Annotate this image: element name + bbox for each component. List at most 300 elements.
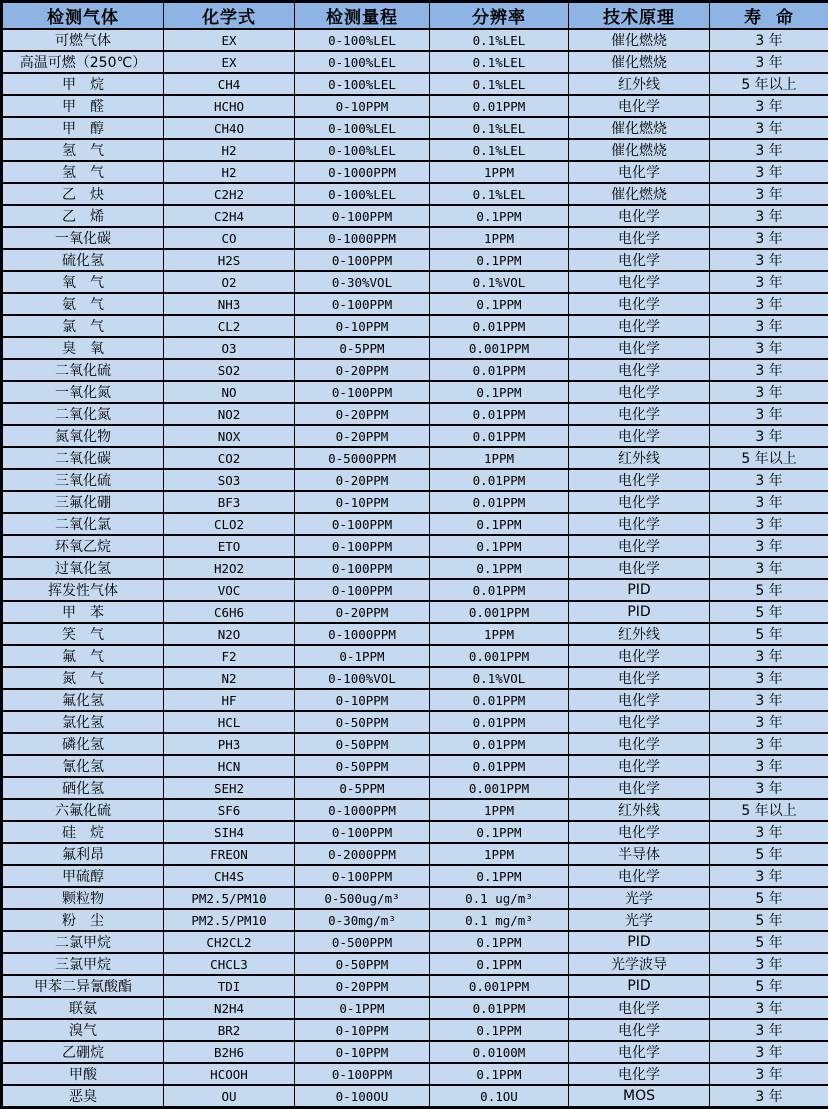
- gas-name-cell: 氟化氢: [2, 689, 164, 711]
- lifespan-cell: 3 年: [710, 821, 828, 843]
- table-row: [2, 799, 828, 821]
- resolution-cell: 1PPM: [430, 623, 569, 645]
- chemical-formula-cell: ETO: [164, 535, 295, 557]
- gas-name-cell: 六氟化硫: [2, 799, 164, 821]
- table-row: [2, 953, 828, 975]
- detection-range-cell: 0-50PPM: [295, 953, 430, 975]
- technology-principle-cell: 电化学: [569, 667, 710, 689]
- table-row: [2, 557, 828, 579]
- chemical-formula-cell: N2H4: [164, 997, 295, 1019]
- gas-name-cell: 甲苯二异氰酸酯: [2, 975, 164, 997]
- table-row: [2, 623, 828, 645]
- chemical-formula-cell: PM2.5/PM10: [164, 909, 295, 931]
- gas-name-cell: 硫化氢: [2, 249, 164, 271]
- lifespan-cell: 3 年: [710, 777, 828, 799]
- lifespan-cell: 3 年: [710, 1019, 828, 1041]
- resolution-cell: 0.001PPM: [430, 645, 569, 667]
- chemical-formula-cell: CH4S: [164, 865, 295, 887]
- chemical-formula-cell: O3: [164, 337, 295, 359]
- resolution-cell: 0.1PPM: [430, 1019, 569, 1041]
- technology-principle-cell: 红外线: [569, 623, 710, 645]
- detection-range-cell: 0-20PPM: [295, 469, 430, 491]
- lifespan-cell: 5 年: [710, 579, 828, 601]
- table-row: [2, 337, 828, 359]
- gas-name-cell: 硒化氢: [2, 777, 164, 799]
- resolution-cell: 0.1%LEL: [430, 73, 569, 95]
- col-header-resolution: 分辨率: [430, 2, 569, 30]
- header-row: [2, 2, 828, 30]
- technology-principle-cell: 电化学: [569, 227, 710, 249]
- lifespan-cell: 3 年: [710, 249, 828, 271]
- chemical-formula-cell: CO: [164, 227, 295, 249]
- lifespan-cell: 5 年: [710, 909, 828, 931]
- technology-principle-cell: 红外线: [569, 799, 710, 821]
- chemical-formula-cell: N2: [164, 667, 295, 689]
- resolution-cell: 0.1%LEL: [430, 29, 569, 51]
- lifespan-cell: 3 年: [710, 997, 828, 1019]
- chemical-formula-cell: H2S: [164, 249, 295, 271]
- gas-name-cell: 恶臭: [2, 1085, 164, 1108]
- gas-name-cell: 氰化氢: [2, 755, 164, 777]
- resolution-cell: 0.1 mg/m³: [430, 909, 569, 931]
- lifespan-cell: 3 年: [710, 1041, 828, 1063]
- table-row: [2, 117, 828, 139]
- table-row: [2, 381, 828, 403]
- detection-range-cell: 0-50PPM: [295, 711, 430, 733]
- technology-principle-cell: MOS: [569, 1085, 710, 1108]
- lifespan-cell: 5 年以上: [710, 447, 828, 469]
- table-row: [2, 667, 828, 689]
- detection-range-cell: 0-50PPM: [295, 733, 430, 755]
- table-row: [2, 821, 828, 843]
- technology-principle-cell: 电化学: [569, 689, 710, 711]
- chemical-formula-cell: CL2: [164, 315, 295, 337]
- lifespan-cell: 3 年: [710, 667, 828, 689]
- technology-principle-cell: 电化学: [569, 381, 710, 403]
- table-row: [2, 205, 828, 227]
- resolution-cell: 0.1PPM: [430, 1063, 569, 1085]
- detection-range-cell: 0-50PPM: [295, 755, 430, 777]
- table-row: [2, 1085, 828, 1108]
- table-row: [2, 315, 828, 337]
- lifespan-cell: 5 年: [710, 931, 828, 953]
- detection-range-cell: 0-20PPM: [295, 425, 430, 447]
- detection-range-cell: 0-100PPM: [295, 557, 430, 579]
- gas-name-cell: 氢 气: [2, 161, 164, 183]
- technology-principle-cell: 电化学: [569, 403, 710, 425]
- chemical-formula-cell: CH2CL2: [164, 931, 295, 953]
- detection-range-cell: 0-5PPM: [295, 337, 430, 359]
- chemical-formula-cell: PH3: [164, 733, 295, 755]
- detection-range-cell: 0-1PPM: [295, 997, 430, 1019]
- gas-name-cell: 联氨: [2, 997, 164, 1019]
- technology-principle-cell: 电化学: [569, 733, 710, 755]
- detection-range-cell: 0-100%LEL: [295, 29, 430, 51]
- resolution-cell: 0.01PPM: [430, 997, 569, 1019]
- chemical-formula-cell: F2: [164, 645, 295, 667]
- resolution-cell: 0.01PPM: [430, 491, 569, 513]
- resolution-cell: 1PPM: [430, 799, 569, 821]
- technology-principle-cell: 电化学: [569, 865, 710, 887]
- gas-name-cell: 三氟化硼: [2, 491, 164, 513]
- lifespan-cell: 3 年: [710, 469, 828, 491]
- resolution-cell: 0.01PPM: [430, 469, 569, 491]
- detection-range-cell: 0-1000PPM: [295, 623, 430, 645]
- technology-principle-cell: 催化燃烧: [569, 29, 710, 51]
- technology-principle-cell: 电化学: [569, 755, 710, 777]
- table-row: [2, 755, 828, 777]
- detection-range-cell: 0-5PPM: [295, 777, 430, 799]
- gas-name-cell: 甲 苯: [2, 601, 164, 623]
- detection-range-cell: 0-100%LEL: [295, 139, 430, 161]
- table-row: [2, 997, 828, 1019]
- detection-range-cell: 0-30mg/m³: [295, 909, 430, 931]
- table-row: [2, 777, 828, 799]
- chemical-formula-cell: HCOOH: [164, 1063, 295, 1085]
- lifespan-cell: 3 年: [710, 557, 828, 579]
- detection-range-cell: 0-100PPM: [295, 865, 430, 887]
- table-row: [2, 733, 828, 755]
- resolution-cell: 0.001PPM: [430, 975, 569, 997]
- table-row: [2, 29, 828, 51]
- detection-range-cell: 0-100%LEL: [295, 183, 430, 205]
- technology-principle-cell: 电化学: [569, 1041, 710, 1063]
- gas-name-cell: 二氧化硫: [2, 359, 164, 381]
- lifespan-cell: 3 年: [710, 733, 828, 755]
- resolution-cell: 1PPM: [430, 161, 569, 183]
- lifespan-cell: 3 年: [710, 205, 828, 227]
- detection-range-cell: 0-20PPM: [295, 975, 430, 997]
- resolution-cell: 0.01PPM: [430, 359, 569, 381]
- table-row: [2, 161, 828, 183]
- lifespan-cell: 3 年: [710, 161, 828, 183]
- resolution-cell: 0.1PPM: [430, 293, 569, 315]
- gas-name-cell: 溴气: [2, 1019, 164, 1041]
- technology-principle-cell: 电化学: [569, 205, 710, 227]
- detection-range-cell: 0-100PPM: [295, 513, 430, 535]
- table-row: [2, 51, 828, 73]
- table-header: [2, 2, 828, 30]
- table-row: [2, 887, 828, 909]
- resolution-cell: 0.1PPM: [430, 513, 569, 535]
- resolution-cell: 1PPM: [430, 447, 569, 469]
- chemical-formula-cell: N2O: [164, 623, 295, 645]
- detection-range-cell: 0-100PPM: [295, 821, 430, 843]
- gas-name-cell: 臭 氧: [2, 337, 164, 359]
- resolution-cell: 0.01PPM: [430, 403, 569, 425]
- lifespan-cell: 3 年: [710, 865, 828, 887]
- gas-name-cell: 挥发性气体: [2, 579, 164, 601]
- lifespan-cell: 3 年: [710, 1063, 828, 1085]
- technology-principle-cell: PID: [569, 931, 710, 953]
- table-row: [2, 689, 828, 711]
- gas-name-cell: 甲 醇: [2, 117, 164, 139]
- resolution-cell: 0.01PPM: [430, 689, 569, 711]
- technology-principle-cell: 电化学: [569, 425, 710, 447]
- chemical-formula-cell: EX: [164, 29, 295, 51]
- gas-name-cell: 氧 气: [2, 271, 164, 293]
- table-row: [2, 909, 828, 931]
- resolution-cell: 0.1PPM: [430, 205, 569, 227]
- gas-name-cell: 颗粒物: [2, 887, 164, 909]
- table-row: [2, 425, 828, 447]
- gas-name-cell: 氯化氢: [2, 711, 164, 733]
- detection-range-cell: 0-1000PPM: [295, 799, 430, 821]
- resolution-cell: 0.1%LEL: [430, 183, 569, 205]
- chemical-formula-cell: EX: [164, 51, 295, 73]
- lifespan-cell: 3 年: [710, 359, 828, 381]
- lifespan-cell: 3 年: [710, 51, 828, 73]
- resolution-cell: 0.01PPM: [430, 733, 569, 755]
- chemical-formula-cell: NH3: [164, 293, 295, 315]
- col-header-lifespan: 寿 命: [710, 2, 828, 30]
- chemical-formula-cell: SO2: [164, 359, 295, 381]
- chemical-formula-cell: SIH4: [164, 821, 295, 843]
- resolution-cell: 1PPM: [430, 227, 569, 249]
- resolution-cell: 0.01PPM: [430, 579, 569, 601]
- table-row: [2, 403, 828, 425]
- detection-range-cell: 0-100%LEL: [295, 73, 430, 95]
- resolution-cell: 0.01PPM: [430, 315, 569, 337]
- table-row: [2, 95, 828, 117]
- lifespan-cell: 3 年: [710, 271, 828, 293]
- gas-name-cell: 甲硫醇: [2, 865, 164, 887]
- resolution-cell: 0.1%VOL: [430, 271, 569, 293]
- gas-name-cell: 硅 烷: [2, 821, 164, 843]
- technology-principle-cell: 催化燃烧: [569, 117, 710, 139]
- chemical-formula-cell: H2: [164, 161, 295, 183]
- gas-name-cell: 环氧乙烷: [2, 535, 164, 557]
- table-row: [2, 535, 828, 557]
- lifespan-cell: 3 年: [710, 689, 828, 711]
- technology-principle-cell: 电化学: [569, 491, 710, 513]
- chemical-formula-cell: FREON: [164, 843, 295, 865]
- resolution-cell: 0.1PPM: [430, 953, 569, 975]
- resolution-cell: 0.1PPM: [430, 535, 569, 557]
- detection-range-cell: 0-10PPM: [295, 1041, 430, 1063]
- gas-name-cell: 氯 气: [2, 315, 164, 337]
- detection-range-cell: 0-100PPM: [295, 249, 430, 271]
- chemical-formula-cell: NO: [164, 381, 295, 403]
- detection-range-cell: 0-1PPM: [295, 645, 430, 667]
- detection-range-cell: 0-1000PPM: [295, 227, 430, 249]
- table-row: [2, 931, 828, 953]
- lifespan-cell: 3 年: [710, 315, 828, 337]
- resolution-cell: 0.001PPM: [430, 337, 569, 359]
- chemical-formula-cell: C6H6: [164, 601, 295, 623]
- chemical-formula-cell: HCHO: [164, 95, 295, 117]
- chemical-formula-cell: SF6: [164, 799, 295, 821]
- gas-name-cell: 氟利昂: [2, 843, 164, 865]
- gas-name-cell: 磷化氢: [2, 733, 164, 755]
- resolution-cell: 0.1%LEL: [430, 139, 569, 161]
- resolution-cell: 0.1PPM: [430, 381, 569, 403]
- detection-range-cell: 0-10PPM: [295, 95, 430, 117]
- resolution-cell: 0.1%LEL: [430, 51, 569, 73]
- technology-principle-cell: 电化学: [569, 271, 710, 293]
- gas-name-cell: 高温可燃（250℃）: [2, 51, 164, 73]
- detection-range-cell: 0-5000PPM: [295, 447, 430, 469]
- col-header-chemical-formula: 化学式: [164, 2, 295, 30]
- detection-range-cell: 0-100PPM: [295, 535, 430, 557]
- table-row: [2, 865, 828, 887]
- table-row: [2, 843, 828, 865]
- chemical-formula-cell: CH4: [164, 73, 295, 95]
- table-row: [2, 139, 828, 161]
- resolution-cell: 1PPM: [430, 843, 569, 865]
- gas-name-cell: 笑 气: [2, 623, 164, 645]
- lifespan-cell: 3 年: [710, 403, 828, 425]
- table-row: [2, 491, 828, 513]
- gas-name-cell: 氮氧化物: [2, 425, 164, 447]
- gas-name-cell: 一氧化碳: [2, 227, 164, 249]
- lifespan-cell: 5 年以上: [710, 73, 828, 95]
- gas-name-cell: 二氧化氯: [2, 513, 164, 535]
- lifespan-cell: 3 年: [710, 117, 828, 139]
- chemical-formula-cell: NO2: [164, 403, 295, 425]
- technology-principle-cell: 催化燃烧: [569, 51, 710, 73]
- table-row: [2, 447, 828, 469]
- table-row: [2, 469, 828, 491]
- resolution-cell: 0.001PPM: [430, 601, 569, 623]
- table-row: [2, 975, 828, 997]
- lifespan-cell: 3 年: [710, 645, 828, 667]
- technology-principle-cell: 光学: [569, 887, 710, 909]
- gas-name-cell: 乙硼烷: [2, 1041, 164, 1063]
- detection-range-cell: 0-2000PPM: [295, 843, 430, 865]
- lifespan-cell: 5 年: [710, 887, 828, 909]
- detection-range-cell: 0-100PPM: [295, 579, 430, 601]
- detection-range-cell: 0-20PPM: [295, 601, 430, 623]
- chemical-formula-cell: OU: [164, 1085, 295, 1108]
- lifespan-cell: 3 年: [710, 381, 828, 403]
- technology-principle-cell: 电化学: [569, 821, 710, 843]
- technology-principle-cell: 电化学: [569, 1019, 710, 1041]
- lifespan-cell: 3 年: [710, 337, 828, 359]
- col-header-gas-name: 检测气体: [2, 2, 164, 30]
- lifespan-cell: 3 年: [710, 293, 828, 315]
- chemical-formula-cell: HCL: [164, 711, 295, 733]
- chemical-formula-cell: CLO2: [164, 513, 295, 535]
- table-row: [2, 293, 828, 315]
- detection-range-cell: 0-100%LEL: [295, 117, 430, 139]
- lifespan-cell: 5 年: [710, 601, 828, 623]
- detection-range-cell: 0-100%LEL: [295, 51, 430, 73]
- chemical-formula-cell: CO2: [164, 447, 295, 469]
- table-row: [2, 601, 828, 623]
- detection-range-cell: 0-100PPM: [295, 205, 430, 227]
- technology-principle-cell: 光学: [569, 909, 710, 931]
- gas-name-cell: 甲 烷: [2, 73, 164, 95]
- detection-range-cell: 0-10PPM: [295, 1019, 430, 1041]
- resolution-cell: 0.1%VOL: [430, 667, 569, 689]
- technology-principle-cell: 电化学: [569, 645, 710, 667]
- resolution-cell: 0.1PPM: [430, 557, 569, 579]
- technology-principle-cell: 电化学: [569, 337, 710, 359]
- chemical-formula-cell: HCN: [164, 755, 295, 777]
- technology-principle-cell: 光学波导: [569, 953, 710, 975]
- technology-principle-cell: 电化学: [569, 161, 710, 183]
- gas-name-cell: 三氧化硫: [2, 469, 164, 491]
- resolution-cell: 0.1PPM: [430, 249, 569, 271]
- technology-principle-cell: 电化学: [569, 315, 710, 337]
- gas-name-cell: 氨 气: [2, 293, 164, 315]
- detection-range-cell: 0-100PPM: [295, 293, 430, 315]
- technology-principle-cell: 红外线: [569, 447, 710, 469]
- technology-principle-cell: 电化学: [569, 95, 710, 117]
- lifespan-cell: 3 年: [710, 535, 828, 557]
- technology-principle-cell: 催化燃烧: [569, 183, 710, 205]
- resolution-cell: 0.1%LEL: [430, 117, 569, 139]
- technology-principle-cell: 催化燃烧: [569, 139, 710, 161]
- gas-name-cell: 乙 炔: [2, 183, 164, 205]
- chemical-formula-cell: C2H2: [164, 183, 295, 205]
- gas-name-cell: 甲 醛: [2, 95, 164, 117]
- lifespan-cell: 3 年: [710, 139, 828, 161]
- resolution-cell: 0.1PPM: [430, 931, 569, 953]
- gas-name-cell: 一氧化氮: [2, 381, 164, 403]
- chemical-formula-cell: O2: [164, 271, 295, 293]
- detection-range-cell: 0-10PPM: [295, 315, 430, 337]
- resolution-cell: 0.1 ug/m³: [430, 887, 569, 909]
- resolution-cell: 0.1PPM: [430, 865, 569, 887]
- technology-principle-cell: 电化学: [569, 557, 710, 579]
- lifespan-cell: 3 年: [710, 513, 828, 535]
- detection-range-cell: 0-10PPM: [295, 689, 430, 711]
- chemical-formula-cell: NOX: [164, 425, 295, 447]
- chemical-formula-cell: CHCL3: [164, 953, 295, 975]
- chemical-formula-cell: BR2: [164, 1019, 295, 1041]
- gas-name-cell: 甲酸: [2, 1063, 164, 1085]
- resolution-cell: 0.001PPM: [430, 777, 569, 799]
- technology-principle-cell: 半导体: [569, 843, 710, 865]
- detection-range-cell: 0-20PPM: [295, 403, 430, 425]
- technology-principle-cell: 电化学: [569, 469, 710, 491]
- table-row: [2, 1019, 828, 1041]
- table-row: [2, 645, 828, 667]
- lifespan-cell: 3 年: [710, 755, 828, 777]
- chemical-formula-cell: SEH2: [164, 777, 295, 799]
- lifespan-cell: 3 年: [710, 29, 828, 51]
- table-row: [2, 359, 828, 381]
- resolution-cell: 0.1PPM: [430, 821, 569, 843]
- table-row: [2, 1063, 828, 1085]
- resolution-cell: 0.0100M: [430, 1041, 569, 1063]
- technology-principle-cell: PID: [569, 975, 710, 997]
- technology-principle-cell: 电化学: [569, 249, 710, 271]
- gas-name-cell: 乙 烯: [2, 205, 164, 227]
- technology-principle-cell: 电化学: [569, 997, 710, 1019]
- technology-principle-cell: PID: [569, 601, 710, 623]
- gas-name-cell: 氮 气: [2, 667, 164, 689]
- lifespan-cell: 3 年: [710, 95, 828, 117]
- lifespan-cell: 5 年: [710, 975, 828, 997]
- technology-principle-cell: 电化学: [569, 1063, 710, 1085]
- table-row: [2, 513, 828, 535]
- gas-name-cell: 氢 气: [2, 139, 164, 161]
- lifespan-cell: 5 年以上: [710, 799, 828, 821]
- resolution-cell: 0.01PPM: [430, 95, 569, 117]
- lifespan-cell: 3 年: [710, 1085, 828, 1108]
- technology-principle-cell: 电化学: [569, 777, 710, 799]
- technology-principle-cell: 红外线: [569, 73, 710, 95]
- detection-range-cell: 0-10PPM: [295, 491, 430, 513]
- gas-name-cell: 二氧化碳: [2, 447, 164, 469]
- detection-range-cell: 0-20PPM: [295, 359, 430, 381]
- gas-name-cell: 可燃气体: [2, 29, 164, 51]
- lifespan-cell: 3 年: [710, 227, 828, 249]
- chemical-formula-cell: PM2.5/PM10: [164, 887, 295, 909]
